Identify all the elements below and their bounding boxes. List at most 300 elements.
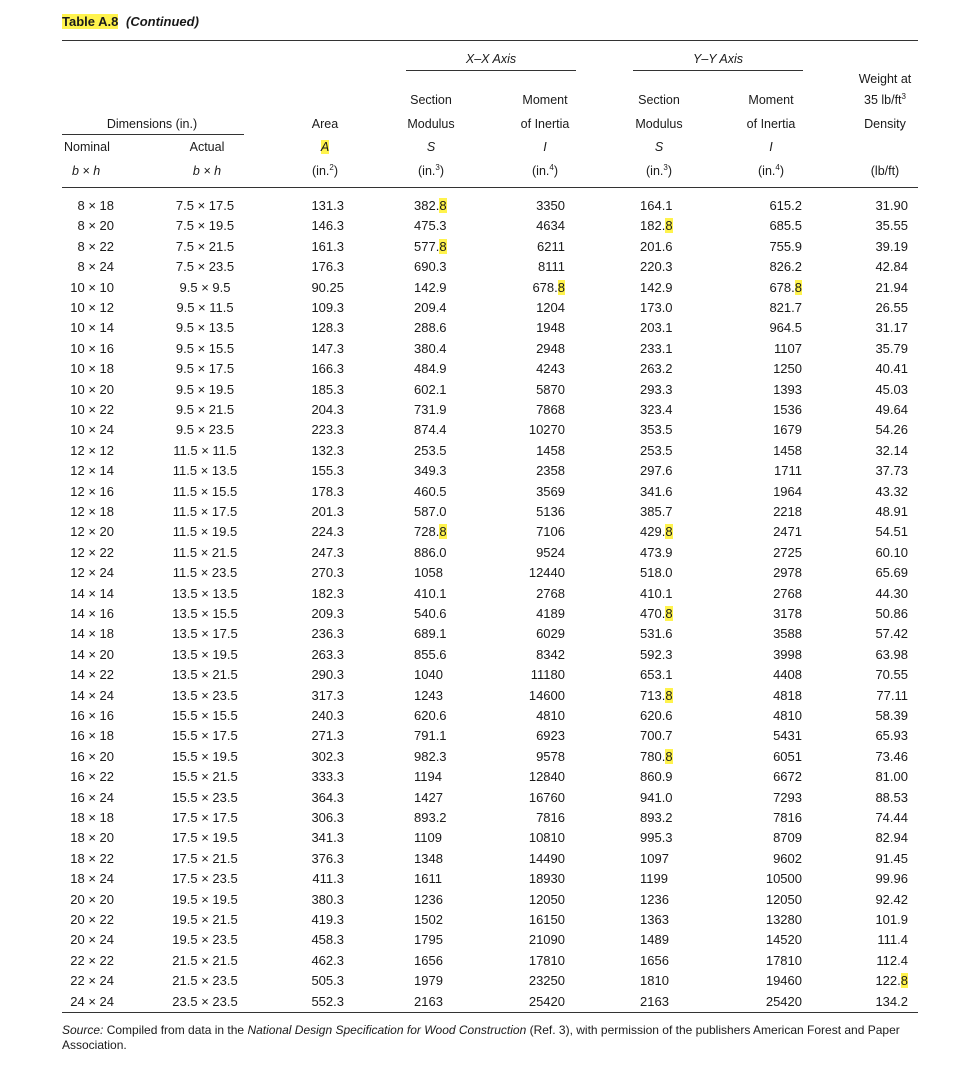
yy-section-modulus-cell: 1363 xyxy=(640,912,669,927)
table-title-continued: (Continued) xyxy=(125,14,199,29)
xx-moment-inertia-cell: 12440 xyxy=(528,565,565,581)
nominal-cell: 12 × 16 xyxy=(70,483,114,499)
weight-cell: 101.9 xyxy=(875,912,908,927)
yy-modulus-header: Modulus xyxy=(635,117,683,131)
source-text-1: Compiled from data in the xyxy=(103,1023,248,1037)
yy-moment-inertia-cell: 10500 xyxy=(765,871,802,887)
xx-moment-inertia-cell: 12840 xyxy=(528,769,565,785)
nominal-cell: 8 × 22 xyxy=(77,238,114,254)
actual-cell: 23.5 × 23.5 xyxy=(172,993,238,1009)
weight-header-line1: Weight at xyxy=(858,72,912,86)
yy-section-modulus-cell: 941.0 xyxy=(640,789,673,805)
yy-section-header: Section xyxy=(638,93,680,107)
area-cell: 364.3 xyxy=(311,789,344,805)
area-cell: 341.3 xyxy=(311,830,344,846)
source-label: Source: xyxy=(62,1023,104,1037)
yy-moment-inertia-cell: 2725 xyxy=(773,544,802,560)
actual-cell: 15.5 × 15.5 xyxy=(172,708,238,723)
weight-cell: 111.4 xyxy=(877,932,908,948)
xx-modulus-header: Modulus xyxy=(407,117,455,131)
yy-section-modulus-cell: 429.8 xyxy=(640,524,673,540)
actual-cell: 11.5 × 19.5 xyxy=(172,524,238,540)
actual-cell: 9.5 × 21.5 xyxy=(175,402,235,417)
xx-moment-inertia-cell: 10270 xyxy=(528,422,565,438)
area-cell: 419.3 xyxy=(311,912,344,927)
xx-moment-inertia-cell: 14600 xyxy=(528,687,565,703)
weight-cell: 37.73 xyxy=(875,463,908,479)
weight-cell: 73.46 xyxy=(875,748,908,764)
weight-cell: 70.55 xyxy=(875,667,908,683)
nominal-cell: 20 × 24 xyxy=(70,932,114,948)
yy-section-modulus-cell: 203.1 xyxy=(640,320,673,336)
nominal-cell: 16 × 22 xyxy=(70,769,114,785)
area-cell: 302.3 xyxy=(311,748,344,764)
yy-moment-inertia-cell: 4818 xyxy=(773,687,802,703)
xx-section-modulus-cell: 349.3 xyxy=(414,463,447,479)
actual-cell: 9.5 × 23.5 xyxy=(175,422,235,438)
xx-moment-inertia-cell: 6211 xyxy=(537,238,565,254)
yy-section-modulus-cell: 323.4 xyxy=(640,402,673,417)
weight-cell: 32.14 xyxy=(875,442,908,458)
xx-moment-inertia-cell: 4634 xyxy=(536,218,565,234)
actual-cell: 13.5 × 15.5 xyxy=(172,606,238,621)
area-cell: 109.3 xyxy=(311,300,344,315)
xx-section-modulus-cell: 886.0 xyxy=(414,544,447,560)
xx-moment-inertia-cell: 2948 xyxy=(536,340,565,356)
yy-moment-inertia-cell: 13280 xyxy=(765,912,802,927)
yy-moment-inertia-cell: 1393 xyxy=(773,381,802,397)
xx-axis-header: X–X Axis xyxy=(465,52,517,66)
actual-cell: 11.5 × 15.5 xyxy=(172,483,238,499)
actual-cell: 11.5 × 21.5 xyxy=(172,544,238,560)
nominal-cell: 10 × 22 xyxy=(70,402,114,417)
yy-moment-inertia-cell: 2218 xyxy=(773,504,802,519)
actual-cell: 17.5 × 21.5 xyxy=(172,850,238,866)
weight-cell: 134.2 xyxy=(875,993,908,1009)
nominal-cell: 14 × 20 xyxy=(70,646,114,662)
nominal-cell: 14 × 18 xyxy=(70,626,114,642)
yy-moment-inertia-cell: 9602 xyxy=(773,850,802,866)
weight-cell: 42.84 xyxy=(875,259,908,275)
area-cell: 128.3 xyxy=(311,320,344,336)
xx-moment-inertia-cell: 14490 xyxy=(528,850,565,866)
actual-cell: 11.5 × 11.5 xyxy=(173,442,237,458)
nominal-symbol: b × h xyxy=(72,164,101,178)
weight-cell: 65.93 xyxy=(875,728,908,744)
actual-cell: 9.5 × 13.5 xyxy=(175,320,235,336)
xx-inertia-header: of Inertia xyxy=(520,117,570,131)
yy-s-unit: (in.$^3$) xyxy=(646,163,672,178)
nominal-cell: 10 × 20 xyxy=(70,381,114,397)
yy-section-modulus-cell: 1810 xyxy=(640,973,669,989)
nominal-cell: 14 × 24 xyxy=(70,687,114,703)
yy-moment-inertia-cell: 678.8 xyxy=(769,279,802,295)
source-publication: National Design Specification for Wood Construction xyxy=(247,1023,527,1037)
weight-cell: 82.94 xyxy=(875,830,908,846)
nominal-cell: 10 × 10 xyxy=(70,279,114,295)
weight-cell: 26.55 xyxy=(875,300,908,315)
xx-moment-inertia-cell: 2358 xyxy=(536,463,565,479)
actual-header: Actual xyxy=(189,140,225,154)
actual-cell: 13.5 × 21.5 xyxy=(172,667,238,683)
xx-section-modulus-cell: 602.1 xyxy=(414,381,447,397)
actual-cell: 9.5 × 9.5 xyxy=(179,279,231,295)
yy-moment-inertia-cell: 1458 xyxy=(773,442,802,458)
yy-section-modulus-cell: 531.6 xyxy=(640,626,673,642)
yy-section-modulus-cell: 341.6 xyxy=(640,483,673,499)
yy-moment-inertia-cell: 1250 xyxy=(773,361,802,377)
weight-cell: 74.44 xyxy=(875,810,908,825)
actual-cell: 17.5 × 19.5 xyxy=(172,830,238,846)
weight-unit: (lb/ft) xyxy=(870,164,900,178)
yy-section-modulus-cell: 410.1 xyxy=(640,585,673,601)
area-cell: 131.3 xyxy=(311,198,344,213)
weight-cell: 91.45 xyxy=(875,850,908,866)
xx-section-modulus-cell: 382.8 xyxy=(414,198,447,213)
area-cell: 306.3 xyxy=(311,810,344,825)
weight-cell: 81.00 xyxy=(875,769,908,785)
xx-section-modulus-cell: 1243 xyxy=(414,687,443,703)
actual-cell: 15.5 × 17.5 xyxy=(172,728,238,744)
actual-cell: 9.5 × 17.5 xyxy=(175,361,235,377)
xx-moment-inertia-cell: 2768 xyxy=(536,585,565,601)
actual-cell: 17.5 × 23.5 xyxy=(172,871,238,887)
area-cell: 376.3 xyxy=(311,850,344,866)
nominal-cell: 22 × 24 xyxy=(70,973,114,989)
nominal-cell: 16 × 24 xyxy=(70,789,114,805)
actual-cell: 15.5 × 23.5 xyxy=(172,789,238,805)
xx-section-modulus-cell: 1795 xyxy=(414,932,443,948)
actual-cell: 7.5 × 23.5 xyxy=(175,259,235,275)
nominal-cell: 8 × 24 xyxy=(77,259,114,275)
yy-section-modulus-cell: 700.7 xyxy=(640,728,673,744)
area-cell: 505.3 xyxy=(311,973,344,989)
area-cell: 240.3 xyxy=(311,708,344,723)
xx-moment-inertia-cell: 4243 xyxy=(536,361,565,377)
yy-section-modulus-cell: 592.3 xyxy=(640,646,673,662)
area-header: Area xyxy=(311,117,339,131)
yy-i-unit: (in.$^4$) xyxy=(758,163,784,178)
yy-axis-header: Y–Y Axis xyxy=(692,52,744,66)
nominal-cell: 12 × 20 xyxy=(70,524,114,540)
actual-cell: 7.5 × 21.5 xyxy=(175,238,235,254)
xx-section-modulus-cell: 690.3 xyxy=(414,259,447,275)
xx-moment-inertia-cell: 3569 xyxy=(536,483,565,499)
area-cell: 317.3 xyxy=(311,687,344,703)
xx-section-header: Section xyxy=(410,93,452,107)
nominal-cell: 10 × 18 xyxy=(70,361,114,377)
weight-cell: 65.69 xyxy=(875,565,908,581)
weight-cell: 45.03 xyxy=(875,381,908,397)
yy-moment-inertia-cell: 826.2 xyxy=(769,259,802,275)
yy-section-modulus-cell: 1199 xyxy=(640,871,668,887)
weight-cell: 50.86 xyxy=(875,606,908,621)
xx-section-modulus-cell: 893.2 xyxy=(414,810,447,825)
yy-moment-inertia-cell: 3998 xyxy=(773,646,802,662)
xx-moment-inertia-cell: 10810 xyxy=(528,830,565,846)
weight-cell: 77.11 xyxy=(876,687,908,703)
weight-cell: 112.4 xyxy=(876,952,908,968)
xx-s-unit: (in.$^3$) xyxy=(418,163,444,178)
actual-cell: 7.5 × 19.5 xyxy=(175,218,235,234)
xx-moment-inertia-cell: 7106 xyxy=(536,524,565,540)
area-unit: (in.$^2$) xyxy=(312,163,338,178)
xx-moment-inertia-cell: 16760 xyxy=(528,789,565,805)
xx-moment-inertia-cell: 4189 xyxy=(536,606,565,621)
weight-cell: 58.39 xyxy=(875,708,908,723)
yy-section-modulus-cell: 263.2 xyxy=(640,361,673,377)
yy-moment-inertia-cell: 6672 xyxy=(773,769,802,785)
nominal-cell: 8 × 18 xyxy=(77,198,114,213)
actual-cell: 13.5 × 19.5 xyxy=(172,646,238,662)
xx-section-modulus-cell: 288.6 xyxy=(414,320,447,336)
xx-moment-inertia-cell: 9578 xyxy=(536,748,565,764)
yy-section-modulus-cell: 293.3 xyxy=(640,381,673,397)
xx-moment-inertia-cell: 8342 xyxy=(536,646,565,662)
xx-moment-inertia-cell: 18930 xyxy=(528,871,565,887)
area-cell: 236.3 xyxy=(311,626,344,642)
yy-moment-inertia-cell: 685.5 xyxy=(769,218,802,234)
area-cell: 462.3 xyxy=(311,952,344,968)
source-text-2: (Ref. 3), with permission of the publishers American Forest and Paper Association. xyxy=(62,1023,900,1052)
xx-moment-inertia-cell: 5136 xyxy=(536,504,565,519)
xx-moment-inertia-cell: 25420 xyxy=(528,993,565,1009)
yy-section-modulus-cell: 353.5 xyxy=(640,422,673,438)
xx-moment-inertia-cell: 1458 xyxy=(536,442,565,458)
area-cell: 458.3 xyxy=(311,932,344,948)
yy-section-modulus-cell: 173.0 xyxy=(640,300,673,315)
yy-section-modulus-cell: 182.8 xyxy=(640,218,673,234)
nominal-cell: 18 × 24 xyxy=(70,871,114,887)
weight-cell: 99.96 xyxy=(875,871,908,887)
xx-moment-inertia-cell: 4810 xyxy=(536,708,565,723)
xx-section-modulus-cell: 731.9 xyxy=(414,402,447,417)
yy-moment-inertia-cell: 2978 xyxy=(773,565,802,581)
yy-section-modulus-cell: 620.6 xyxy=(640,708,673,723)
table-title-number: 8 xyxy=(111,14,119,29)
yy-moment-inertia-cell: 5431 xyxy=(773,728,802,744)
yy-section-modulus-cell: 385.7 xyxy=(640,504,673,519)
xx-section-modulus-cell: 1611 xyxy=(414,871,442,887)
nominal-cell: 10 × 12 xyxy=(70,300,114,315)
xx-moment-inertia-cell: 9524 xyxy=(536,544,565,560)
yy-moment-inertia-cell: 2471 xyxy=(773,524,802,540)
xx-section-modulus-cell: 475.3 xyxy=(414,218,447,234)
yy-section-modulus-cell: 653.1 xyxy=(640,667,673,683)
xx-section-modulus-cell: 2163 xyxy=(414,993,443,1009)
yy-moment-inertia-cell: 964.5 xyxy=(769,320,802,336)
nominal-cell: 22 × 22 xyxy=(70,952,114,968)
xx-moment-inertia-cell: 1948 xyxy=(536,320,565,336)
area-cell: 290.3 xyxy=(311,667,344,683)
xx-s-symbol: S xyxy=(426,140,436,154)
nominal-cell: 14 × 16 xyxy=(70,606,114,621)
actual-cell: 17.5 × 17.5 xyxy=(172,810,238,825)
nominal-cell: 20 × 22 xyxy=(70,912,114,927)
yy-moment-inertia-cell: 8709 xyxy=(773,830,802,846)
xx-section-modulus-cell: 1040 xyxy=(414,667,443,683)
area-cell: 176.3 xyxy=(311,259,344,275)
xx-moment-inertia-cell: 12050 xyxy=(528,891,565,907)
nominal-cell: 12 × 14 xyxy=(70,463,114,479)
area-cell: 204.3 xyxy=(311,402,344,417)
actual-cell: 19.5 × 21.5 xyxy=(172,912,238,927)
xx-section-modulus-cell: 460.5 xyxy=(414,483,447,499)
xx-section-modulus-cell: 1194 xyxy=(414,769,442,785)
yy-moment-inertia-cell: 2768 xyxy=(773,585,802,601)
weight-cell: 92.42 xyxy=(875,891,908,907)
area-cell: 90.25 xyxy=(311,279,344,295)
yy-section-modulus-cell: 893.2 xyxy=(640,810,673,825)
area-cell: 263.3 xyxy=(311,646,344,662)
yy-moment-inertia-cell: 1964 xyxy=(773,483,802,499)
actual-cell: 11.5 × 23.5 xyxy=(172,565,238,581)
actual-cell: 11.5 × 13.5 xyxy=(172,463,238,479)
area-cell: 247.3 xyxy=(311,544,344,560)
yy-moment-header: Moment xyxy=(748,93,794,107)
yy-section-modulus-cell: 142.9 xyxy=(640,279,673,295)
xx-moment-inertia-cell: 16150 xyxy=(528,912,565,927)
area-cell: 224.3 xyxy=(311,524,344,540)
weight-cell: 49.64 xyxy=(875,402,908,417)
yy-section-modulus-cell: 713.8 xyxy=(640,687,673,703)
yy-moment-inertia-cell: 6051 xyxy=(773,748,802,764)
yy-moment-inertia-cell: 14520 xyxy=(765,932,802,948)
xx-moment-inertia-cell: 5870 xyxy=(536,381,565,397)
xx-moment-inertia-cell: 6923 xyxy=(536,728,565,744)
xx-section-modulus-cell: 1109 xyxy=(414,830,442,846)
nominal-cell: 12 × 22 xyxy=(70,544,114,560)
nominal-cell: 12 × 12 xyxy=(70,442,114,458)
yy-axis-rule xyxy=(633,70,803,71)
xx-section-modulus-cell: 142.9 xyxy=(414,279,447,295)
area-symbol: A xyxy=(320,140,330,154)
yy-section-modulus-cell: 470.8 xyxy=(640,606,673,621)
actual-cell: 13.5 × 17.5 xyxy=(172,626,238,642)
xx-i-symbol: I xyxy=(543,140,547,154)
area-cell: 155.3 xyxy=(311,463,344,479)
xx-moment-inertia-cell: 3350 xyxy=(536,198,565,213)
actual-cell: 7.5 × 17.5 xyxy=(175,198,235,213)
nominal-cell: 12 × 18 xyxy=(70,504,114,519)
nominal-cell: 18 × 20 xyxy=(70,830,114,846)
weight-cell: 31.90 xyxy=(875,198,908,213)
actual-symbol: b × h xyxy=(192,164,222,178)
xx-section-modulus-cell: 982.3 xyxy=(414,748,447,764)
xx-moment-header: Moment xyxy=(522,93,568,107)
top-rule xyxy=(62,40,918,41)
yy-inertia-header: of Inertia xyxy=(746,117,796,131)
area-cell: 182.3 xyxy=(311,585,344,601)
xx-moment-inertia-cell: 678.8 xyxy=(532,279,565,295)
actual-cell: 11.5 × 17.5 xyxy=(172,504,238,519)
yy-moment-inertia-cell: 25420 xyxy=(765,993,802,1009)
nominal-cell: 10 × 16 xyxy=(70,340,114,356)
nominal-cell: 12 × 24 xyxy=(70,565,114,581)
xx-section-modulus-cell: 1427 xyxy=(414,789,443,805)
yy-section-modulus-cell: 253.5 xyxy=(640,442,673,458)
actual-cell: 21.5 × 23.5 xyxy=(172,973,238,989)
xx-section-modulus-cell: 874.4 xyxy=(414,422,447,438)
area-cell: 201.3 xyxy=(311,504,344,519)
nominal-cell: 24 × 24 xyxy=(70,993,114,1009)
yy-moment-inertia-cell: 19460 xyxy=(765,973,802,989)
nominal-cell: 14 × 22 xyxy=(70,667,114,683)
xx-section-modulus-cell: 1979 xyxy=(414,973,443,989)
weight-cell: 54.51 xyxy=(875,524,908,540)
nominal-cell: 16 × 18 xyxy=(70,728,114,744)
yy-section-modulus-cell: 473.9 xyxy=(640,544,673,560)
nominal-cell: 16 × 20 xyxy=(70,748,114,764)
yy-section-modulus-cell: 860.9 xyxy=(640,769,673,785)
nominal-cell: 16 × 16 xyxy=(70,708,114,723)
xx-section-modulus-cell: 587.0 xyxy=(414,504,447,519)
area-cell: 333.3 xyxy=(311,769,344,785)
area-cell: 178.3 xyxy=(311,483,344,499)
area-cell: 411.3 xyxy=(312,871,344,887)
weight-cell: 54.26 xyxy=(875,422,908,438)
weight-cell: 21.94 xyxy=(875,279,908,295)
actual-cell: 15.5 × 19.5 xyxy=(172,748,238,764)
yy-section-modulus-cell: 2163 xyxy=(640,993,669,1009)
area-cell: 166.3 xyxy=(311,361,344,377)
actual-cell: 9.5 × 15.5 xyxy=(175,340,235,356)
xx-section-modulus-cell: 620.6 xyxy=(414,708,447,723)
weight-cell: 57.42 xyxy=(875,626,908,642)
xx-moment-inertia-cell: 17810 xyxy=(528,952,565,968)
yy-moment-inertia-cell: 3178 xyxy=(773,606,802,621)
xx-section-modulus-cell: 1236 xyxy=(414,891,443,907)
nominal-cell: 10 × 14 xyxy=(70,320,114,336)
xx-moment-inertia-cell: 21090 xyxy=(528,932,565,948)
xx-section-modulus-cell: 484.9 xyxy=(414,361,447,377)
yy-moment-inertia-cell: 1107 xyxy=(774,340,802,356)
weight-cell: 31.17 xyxy=(875,320,908,336)
area-cell: 147.3 xyxy=(311,340,344,356)
xx-section-modulus-cell: 1348 xyxy=(414,850,443,866)
yy-moment-inertia-cell: 755.9 xyxy=(769,238,802,254)
xx-i-unit: (in.$^4$) xyxy=(532,163,558,178)
table-title xyxy=(62,14,199,29)
yy-moment-inertia-cell: 1536 xyxy=(773,402,802,417)
actual-cell: 19.5 × 19.5 xyxy=(172,891,238,907)
yy-section-modulus-cell: 780.8 xyxy=(640,748,673,764)
yy-moment-inertia-cell: 1679 xyxy=(773,422,802,438)
actual-cell: 13.5 × 13.5 xyxy=(172,585,238,601)
yy-section-modulus-cell: 220.3 xyxy=(640,259,673,275)
yy-moment-inertia-cell: 7293 xyxy=(773,789,802,805)
xx-section-modulus-cell: 209.4 xyxy=(414,300,447,315)
xx-section-modulus-cell: 1058 xyxy=(414,565,443,581)
weight-header-line3: Density xyxy=(864,117,906,131)
weight-cell: 88.53 xyxy=(875,789,908,805)
xx-section-modulus-cell: 855.6 xyxy=(414,646,447,662)
yy-section-modulus-cell: 995.3 xyxy=(640,830,673,846)
weight-cell: 60.10 xyxy=(875,544,908,560)
bottom-rule xyxy=(62,1012,918,1013)
xx-section-modulus-cell: 1656 xyxy=(414,952,443,968)
nominal-cell: 20 × 20 xyxy=(70,891,114,907)
yy-section-modulus-cell: 1656 xyxy=(640,952,669,968)
yy-section-modulus-cell: 201.6 xyxy=(640,238,673,254)
actual-cell: 21.5 × 21.5 xyxy=(172,952,238,968)
xx-axis-rule xyxy=(406,70,576,71)
actual-cell: 9.5 × 19.5 xyxy=(175,381,235,397)
xx-moment-inertia-cell: 7816 xyxy=(536,810,565,825)
xx-section-modulus-cell: 410.1 xyxy=(414,585,447,601)
yy-section-modulus-cell: 1236 xyxy=(640,891,669,907)
xx-section-modulus-cell: 728.8 xyxy=(414,524,447,540)
